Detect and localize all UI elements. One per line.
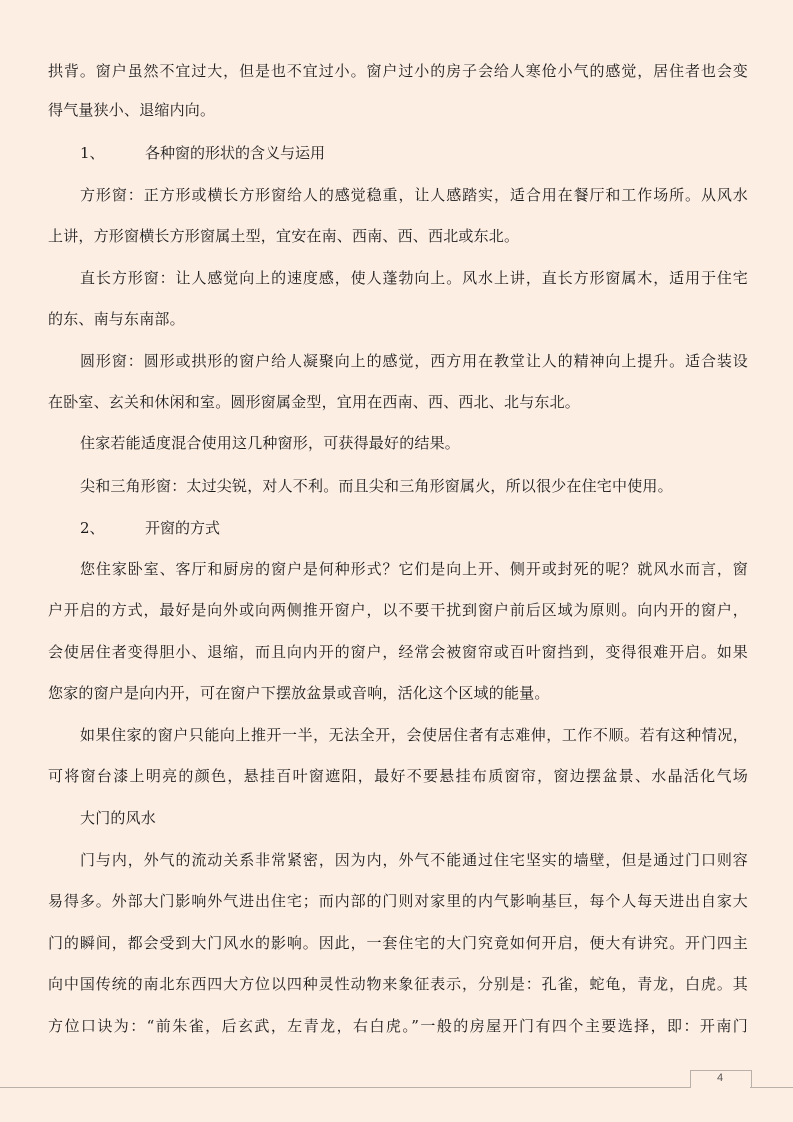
paragraph-line: 拱背。窗户虽然不宜过大，但是也不宜过小。窗户过小的房子会给人寒伧小气的感觉，居住者也会变 [48,62,748,80]
paragraph-line: 得气量狭小、退缩内向。 [48,101,216,119]
paragraph-line: 会使居住者变得胆小、退缩，而且向内开的窗户，经常会被窗帘或百叶窗挡到，变得很难开启。如果 [48,643,748,661]
paragraph-line: 门与内，外气的流动关系非常紧密，因为内，外气不能通过住宅坚实的墙壁，但是通过门口则容 [80,851,748,869]
paragraph-line: 您住家卧室、客厅和厨房的窗户是何种形式？它们是向上开、侧开或封死的呢？就风水而言，窗 [80,560,748,578]
footer-rule [750,1087,793,1088]
paragraph-line: 的东、南与东南部。 [48,310,185,328]
paragraph-line: 如果住家的窗户只能向上推开一半，无法全开，会使居住者有志难伸，工作不顺。若有这种情况， [80,726,748,744]
paragraph-line: 方形窗：正方形或横长方形窗给人的感觉稳重，让人感踏实，适合用在餐厅和工作场所。从风水 [80,186,748,204]
paragraph-line: 上讲，方形窗横长方形窗属土型，宜安在南、西南、西、西北或东北。 [48,227,520,245]
paragraph-line: 可将窗台漆上明亮的颜色，悬挂百叶窗遮阳，最好不要悬挂布质窗帘，窗边摆盆景、水晶活化气场 [48,767,748,785]
heading-number: 2、 [80,519,105,537]
paragraph-line: 在卧室、玄关和休闲和室。圆形窗属金型，宜用在西南、西、西北、北与东北。 [48,393,581,411]
paragraph-line: 您家的窗户是向内开，可在窗户下摆放盆景或音响，活化这个区域的能量。 [48,684,550,702]
paragraph-line: 圆形窗：圆形或拱形的窗户给人凝聚向上的感觉，西方用在教堂让人的精神向上提升。适合装设 [80,352,748,370]
heading-number: 1、 [80,144,105,162]
paragraph-line: 门的瞬间，都会受到大门风水的影响。因此，一套住宅的大门究竟如何开启，便大有讲究。开门四主 [48,934,748,952]
heading-text: 各种窗的形状的含义与运用 [145,144,326,162]
page-number: 4 [716,1072,724,1084]
paragraph-line: 向中国传统的南北东西四大方位以四种灵性动物来象征表示，分别是：孔雀，蛇龟，青龙，白虎。其 [48,975,748,993]
footer-rule [0,1087,690,1088]
paragraph-line: 易得多。外部大门影响外气进出住宅；而内部的门则对家里的内气影响基巨，每个人每天进出自家大 [48,892,748,910]
paragraph-line: 方位口诀为：“前朱雀，后玄武，左青龙，右白虎。”一般的房屋开门有四个主要选择，即：开南门 [48,1017,748,1035]
paragraph-line: 直长方形窗：让人感觉向上的速度感，使人蓬勃向上。风水上讲，直长方形窗属木，适用于住宅 [80,269,748,287]
heading-text: 开窗的方式 [145,519,221,537]
subsection-title: 大门的风水 [80,809,157,827]
paragraph-line: 住家若能适度混合使用这几种窗形，可获得最好的结果。 [80,434,461,452]
paragraph-line: 户开启的方式，最好是向外或向两侧推开窗户，以不要干扰到窗户前后区域为原则。向内开的窗户， [48,601,748,619]
paragraph-line: 尖和三角形窗：太过尖锐，对人不利。而且尖和三角形窗属火，所以很少在住宅中使用。 [80,477,673,495]
